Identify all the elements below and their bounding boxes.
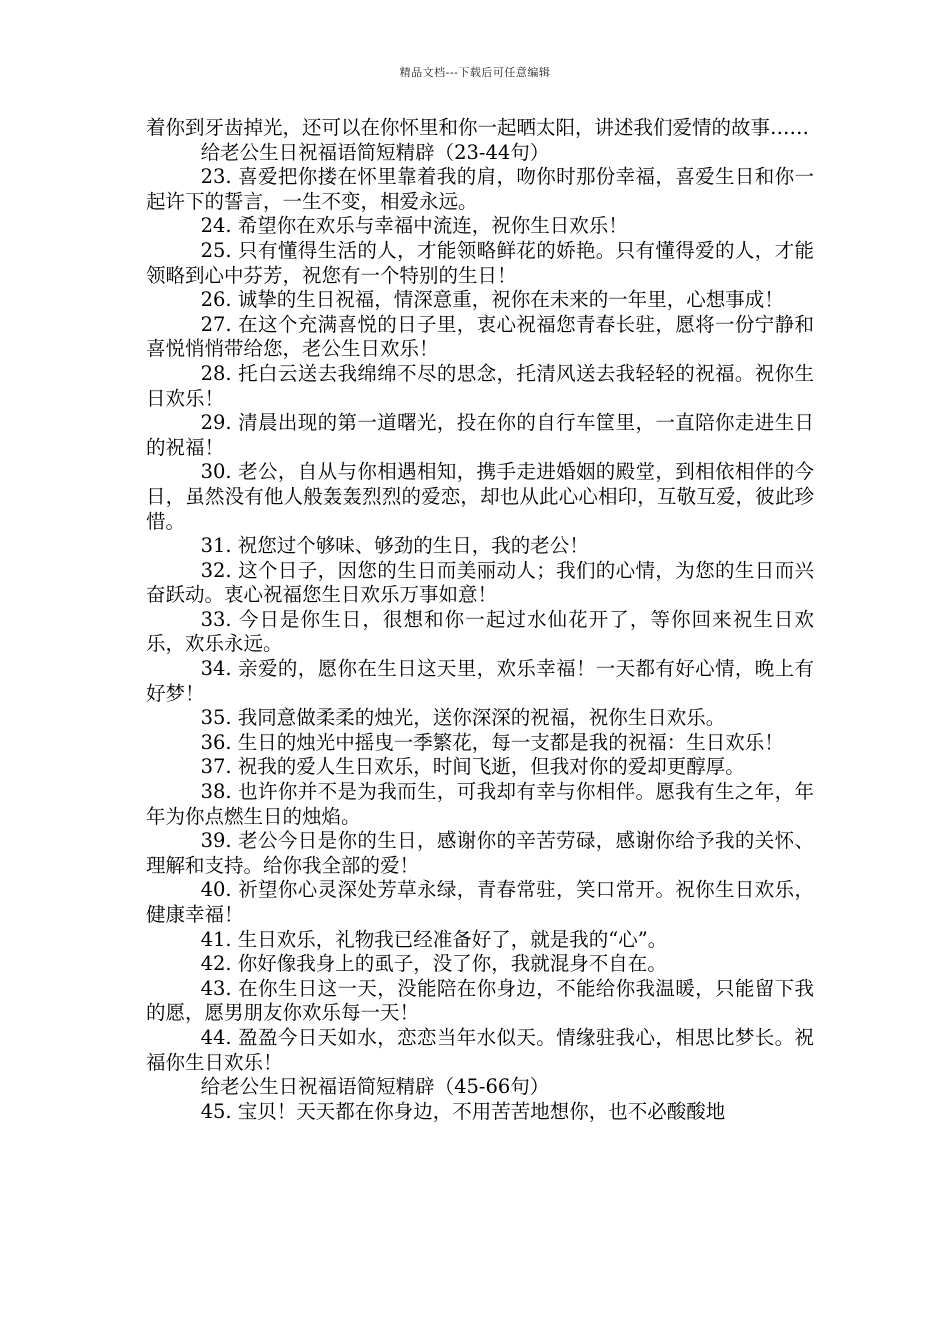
- list-item-37: 37. 祝我的爱人生日欢乐，时间飞逝，但我对你的爱却更醇厚。: [200, 755, 745, 779]
- document-body: [146, 116, 814, 1124]
- list-item-38: 38. 也许你并不是为我而生，可我却有幸与你相伴。愿我有生之年，年年为你点燃生日的烛焰。: [146, 780, 814, 828]
- list-item-33: 33. 今日是你生日，很想和你一起过水仙花开了，等你回来祝生日欢乐，欢乐永远。: [146, 607, 814, 656]
- list-item-40: 40. 祈望你心灵深处芳草永绿，青春常驻，笑口常开。祝你生日欢乐，健康幸福！: [146, 878, 814, 926]
- list-item-43: 43. 在你生日这一天，没能陪在你身边，不能给你我温暖，只能留下我的愿，愿男朋友你欢乐每一天！: [146, 976, 814, 1025]
- list-item-28: 28. 托白云送去我绵绵不尽的思念，托清风送去我轻轻的祝福。祝你生日欢乐！: [146, 361, 814, 410]
- list-item-41: 41. 生日欢乐，礼物我已经准备好了，就是我的“心”。: [200, 927, 668, 951]
- page-header: 精品文档---下载后可任意编辑: [399, 66, 551, 79]
- list-item-44: 44. 盈盈今日天如水，恋恋当年水似天。情缘驻我心，相思比梦长。祝福你生日欢乐！: [146, 1025, 814, 1074]
- list-item-29: 29. 清晨出现的第一道曙光，投在你的自行车筐里，一直陪你走进生日的祝福！: [146, 411, 814, 459]
- paragraph-continuation: 着你到牙齿掉光，还可以在你怀里和你一起晒太阳，讲述我们爱情的故事……: [146, 116, 810, 139]
- list-item-24: 24. 希望你在欢乐与幸福中流连，祝你生日欢乐！: [200, 214, 628, 238]
- list-item-34: 34. 亲爱的，愿你在生日这天里，欢乐幸福！一天都有好心情，晚上有好梦！: [146, 657, 814, 705]
- list-item-27: 27. 在这个充满喜悦的日子里，衷心祝福您青春长驻，愿将一份宁静和喜悦悄悄带给您，老公生日欢乐！: [146, 312, 814, 361]
- list-item-45: 45. 宝贝！天天都在你身边，不用苦苦地想你，也不必酸酸地: [200, 1099, 726, 1123]
- list-item-35: 35. 我同意做柔柔的烛光，送你深深的祝福，祝你生日欢乐。: [200, 706, 726, 730]
- list-item-23: 23. 喜爱把你搂在怀里靠着我的肩，吻你时那份幸福，喜爱生日和你一起许下的誓言，一生不变，相爱永远。: [146, 165, 814, 213]
- list-item-36: 36. 生日的烛光中摇曳一季繁花，每一支都是我的祝福：生日欢乐！: [200, 730, 784, 754]
- section-heading-23-44: 给老公生日祝福语简短精辟（23-44句）: [200, 140, 550, 164]
- list-item-25: 25. 只有懂得生活的人，才能领略鲜花的娇艳。只有懂得爱的人，才能领略到心中芬芳，祝您有一个特别的生日！: [146, 238, 814, 287]
- list-item-42: 42. 你好像我身上的虱子，没了你，我就混身不自在。: [200, 952, 667, 976]
- list-item-30: 30. 老公，自从与你相遇相知，携手走进婚姻的殿堂，到相依相伴的今日，虽然没有他人般轰轰烈烈的爱恋，却也从此心心相印，互敬互爱，彼此珍惜。: [146, 460, 814, 533]
- list-item-39: 39. 老公今日是你的生日，感谢你的辛苦劳碌，感谢你给予我的关怀、理解和支持。给你我全部的爱！: [146, 829, 814, 877]
- list-item-31: 31. 祝您过个够味、够劲的生日，我的老公！: [200, 534, 589, 558]
- section-heading-45-66: 给老公生日祝福语简短精辟（45-66句）: [200, 1075, 550, 1099]
- list-item-26: 26. 诚挚的生日祝福，情深意重，祝你在未来的一年里，心想事成！: [200, 288, 784, 312]
- list-item-32: 32. 这个日子，因您的生日而美丽动人；我们的心情，为您的生日而兴奋跃动。衷心祝福您生日欢乐万事如意！: [146, 558, 814, 607]
